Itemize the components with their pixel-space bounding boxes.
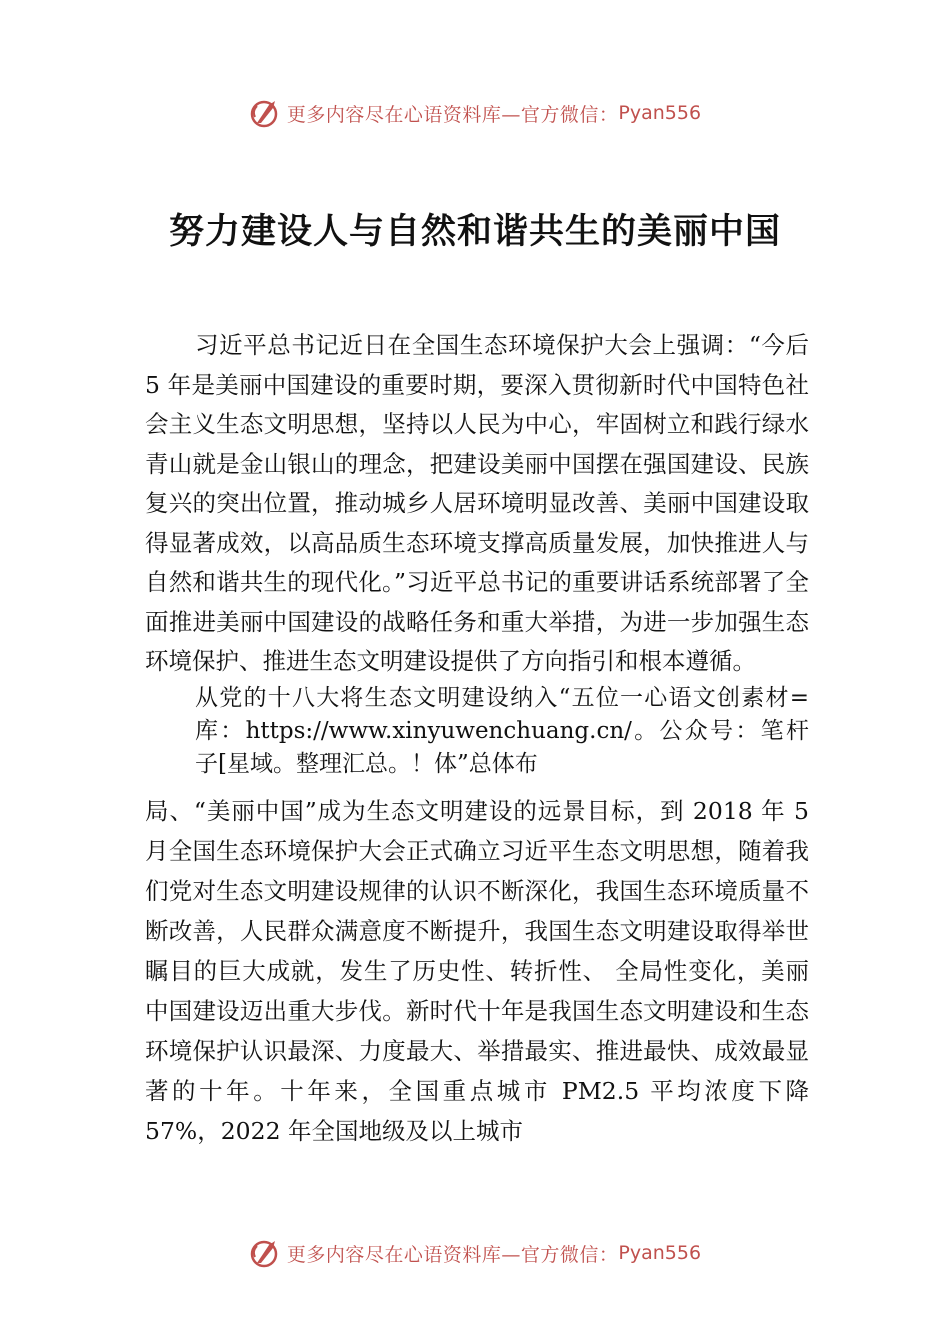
header-banner: [0, 93, 950, 133]
paragraph: 从党的十八大将生态文明建设纳入“五位一心语文创素材=库：https://www.xinyuwenchuang.cn/。公众号：笔杆子[星域。整理汇总。！体”总体布: [195, 684, 809, 777]
banner-text: 更多内容尽在心语资料库—官方微信：: [286, 1243, 619, 1266]
paragraph: 局、“美丽中国”成为生态文明建设的远景目标，到 2018 年 5 月全国生态环境保护大会正式确立习近平生态文明思想，随着我们党对生态文明建设规律的认识不断深化，我国生态环境质量不断改善，人民群众满意度不断提升，我国生态文明建设取得举世瞩目的巨大成就，发生了历史性、转折性、 全局性变化，美丽中国建设迈出重大步伐。新时代十年是我国生态文明建设和生态环境保护认识最深、力度最大、举措最实、推进最快、成效最显著的十年。十年来，全国重点城市 PM2.5 平均浓度下降 57%，2022 年全国地级及以上城市: [145, 796, 809, 1145]
pen-nib-logo-icon: [249, 1237, 281, 1269]
banner-text: 更多内容尽在心语资料库—官方微信：: [286, 103, 619, 126]
article-body: [145, 326, 809, 1151]
paragraph: 习近平总书记近日在全国生态环境保护大会上强调：“今后 5 年是美丽中国建设的重要时期，要深入贯彻新时代中国特色社会主义生态文明思想，坚持以人民为中心，牢固树立和践行绿水青山就是金山银山的理念，把建设美丽中国摆在强国建设、民族复兴的突出位置，推动城乡人居环境明显改善、美丽中国建设取得显著成效，以高品质生态环境支撑高质量发展，加快推进人与自然和谐共生的现代化。”习近平总书记的重要讲话系统部署了全面推进美丽中国建设的战略任务和重大举措，为进一步加强生态环境保护、推进生态文明建设提供了方向指引和根本遵循。: [145, 331, 809, 675]
banner-wechat-id: Pyan556: [618, 102, 702, 124]
banner-wechat-id: Pyan556: [618, 1242, 702, 1264]
pen-nib-logo-icon: [249, 97, 281, 129]
article-title: 努力建设人与自然和谐共生的美丽中国: [168, 211, 781, 252]
footer-banner: [0, 1233, 950, 1273]
